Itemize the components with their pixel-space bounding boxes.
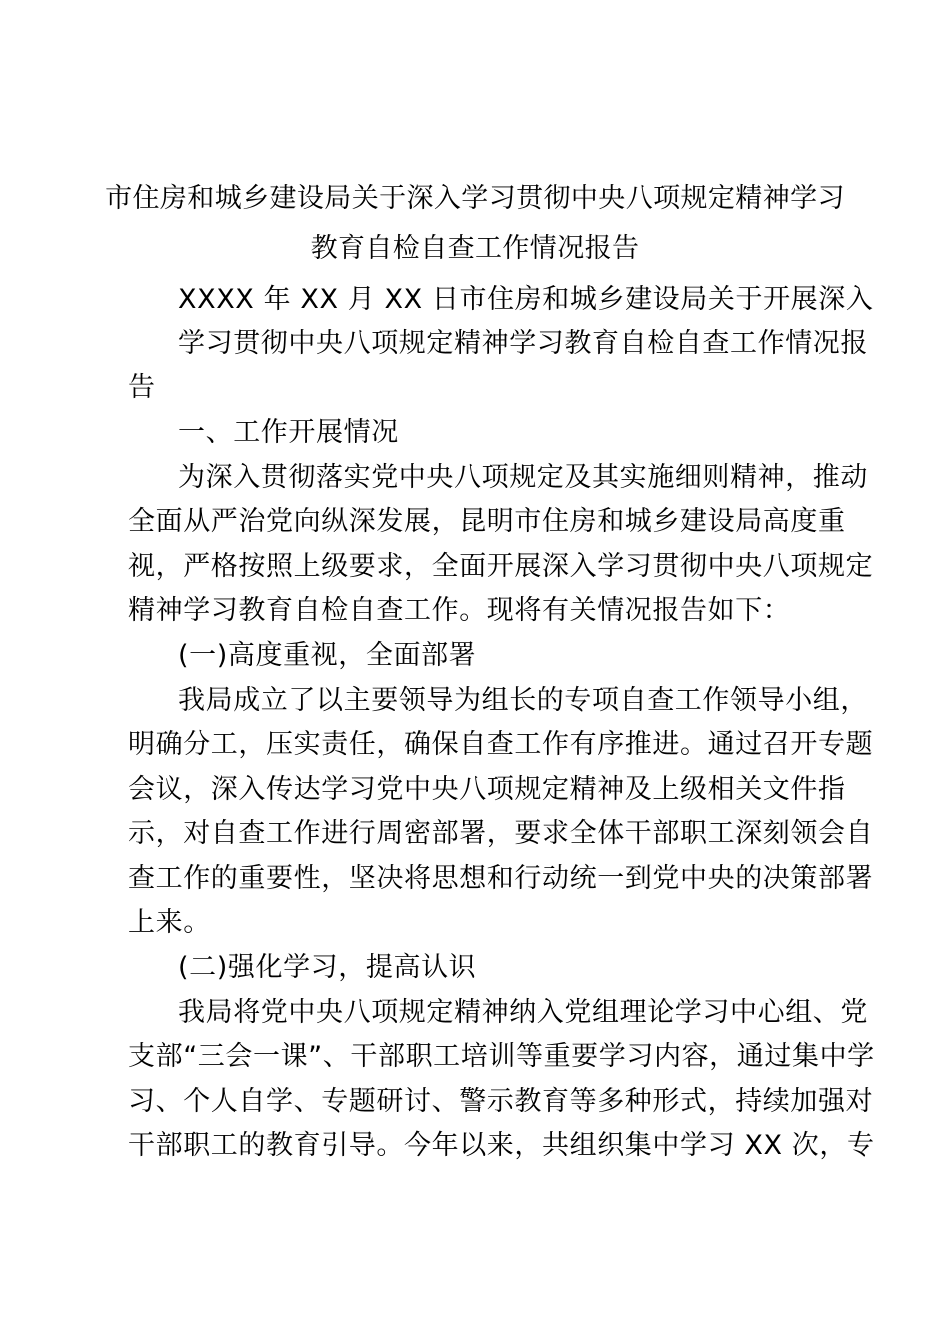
intro-line-2: 学习贯彻中央八项规定精神学习教育自检自查工作情况报 — [178, 328, 868, 359]
paragraph-2-line-3: 会议，深入传达学习党中央八项规定精神及上级相关文件指 — [128, 774, 846, 805]
paragraph-3-line-2: 支部“三会一课”、干部职工培训等重要学习内容，通过集中学 — [128, 1041, 875, 1072]
paragraph-1-line-2: 全面从严治党向纵深发展，昆明市住房和城乡建设局高度重 — [128, 506, 846, 537]
paragraph-2-line-1: 我局成立了以主要领导为组长的专项自查工作领导小组， — [178, 685, 868, 716]
paragraph-2-line-6: 上来。 — [128, 907, 211, 938]
paragraph-3-line-1: 我局将党中央八项规定精神纳入党组理论学习中心组、党 — [178, 997, 868, 1028]
paragraph-2-line-5: 查工作的重要性，坚决将思想和行动统一到党中央的决策部署 — [128, 863, 874, 894]
document-title-line-2: 教育自检自查工作情况报告 — [310, 233, 640, 264]
paragraph-1-line-3: 视，严格按照上级要求，全面开展深入学习贯彻中央八项规定 — [128, 551, 874, 582]
paragraph-2-line-4: 示，对自查工作进行周密部署，要求全体干部职工深刻领会自 — [128, 818, 874, 849]
paragraph-1-line-4: 精神学习教育自检自查工作。现将有关情况报告如下： — [128, 595, 791, 626]
subsection-heading-1: (一)高度重视，全面部署 — [178, 640, 477, 671]
paragraph-1-line-1: 为深入贯彻落实党中央八项规定及其实施细则精神，推动 — [178, 462, 868, 493]
paragraph-2-line-2: 明确分工，压实责任，确保自查工作有序推进。通过召开专题 — [128, 729, 874, 760]
document-title-line-1: 市住房和城乡建设局关于深入学习贯彻中央八项规定精神学习 — [105, 183, 845, 214]
subsection-heading-2: (二)强化学习，提高认识 — [178, 952, 477, 983]
section-heading-1: 一、工作开展情况 — [178, 417, 399, 448]
paragraph-3-line-3: 习、个人自学、专题研讨、警示教育等多种形式，持续加强对 — [128, 1086, 874, 1117]
intro-line-3: 告 — [128, 372, 156, 403]
intro-line-1: XXXX 年 XX 月 XX 日市住房和城乡建设局关于开展深入 — [178, 284, 874, 315]
paragraph-3-line-4: 干部职工的教育引导。今年以来，共组织集中学习 XX 次，专 — [128, 1130, 875, 1161]
